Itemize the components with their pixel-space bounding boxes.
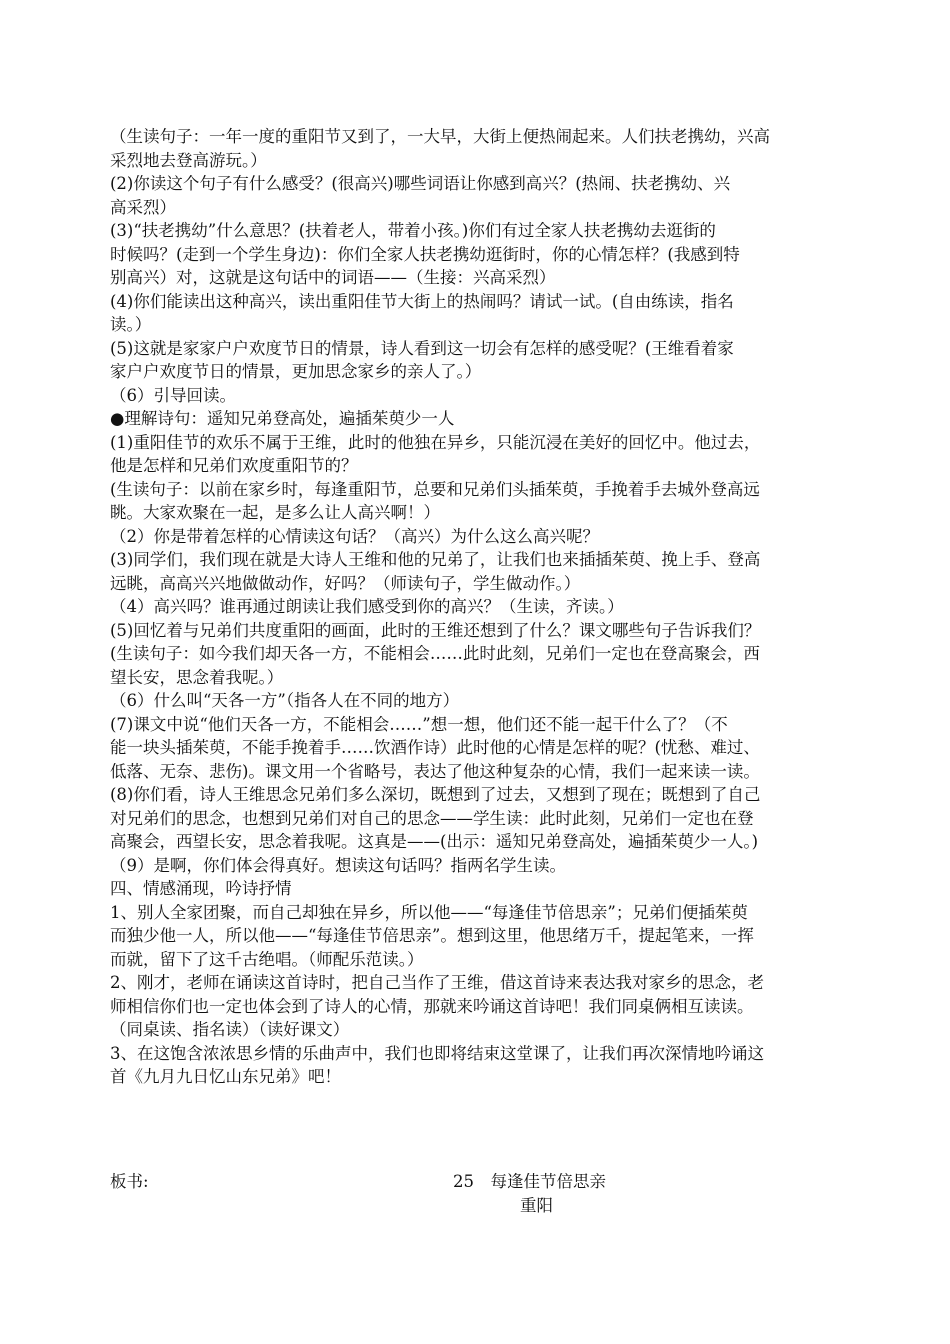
text-line: (5)回忆着与兄弟们共度重阳的画面，此时的王维还想到了什么？课文哪些句子告诉我们？ [110,620,761,640]
text-line: 家户户欢度节日的情景，更加思念家乡的亲人了。） [110,362,482,381]
text-line: （6）什么叫“天各一方”（指各人在不同的地方） [110,691,460,710]
text-line: （同桌读、指名读）（读好课文） [110,1020,350,1039]
text-line: 高采烈） [110,197,176,217]
text-line: (8)你们看，诗人王维思念兄弟们多么深切，既想到了过去，又想到了现在；既想到了自己 [110,785,761,804]
board-title: 25 每逢佳节倍思亲 [453,1172,606,1191]
text-line: (4)你们能读出这种高兴，读出重阳佳节大街上的热闹吗？请试一试。(自由练读，指名 [110,291,734,311]
text-line: (2)你读这个句子有什么感受？(很高兴)哪些词语让你感到高兴？(热闹、扶老携幼、兴 [110,174,731,193]
lesson-text [110,125,845,1089]
text-line: (1)重阳佳节的欢乐不属于王维，此时的他独在异乡，只能沉浸在美好的回忆中。他过去， [110,432,761,452]
text-line: 眺。大家欢聚在一起，是多么让人高兴啊！） [110,503,440,522]
text-line: 高聚会，西望长安，思念着我呢。这真是——(出示：遥知兄弟登高处，遍插茱萸少一人。) [110,832,759,851]
blackboard-section [110,1170,845,1230]
text-line: (5)这就是家家户户欢度节日的情景，诗人看到这一切会有怎样的感受呢？(王维看着家 [110,338,734,358]
text-line: (生读句子：如今我们却天各一方，不能相会……此时此刻，兄弟们一定也在登高聚会，西 [110,644,760,663]
text-line: 采烈地去登高游玩。） [110,150,267,170]
text-line: (3)“扶老携幼”什么意思？(扶着老人，带着小孩。)你们有过全家人扶老携幼去逛街的 [110,221,716,240]
text-line: 四、情感涌现，吟诗抒情 [110,879,292,898]
text-line: 别高兴）对，这就是这句话中的词语——（生接：兴高采烈） [110,268,556,287]
text-line: ●理解诗句：遥知兄弟登高处，遍插茱萸少一人 [110,409,455,428]
text-line: 望长安，思念着我呢。） [110,667,284,687]
text-line: (3)同学们，我们现在就是大诗人王维和他的兄弟了，让我们也来插插茱萸、挽上手、登高 [110,550,761,569]
text-line: （2）你是带着怎样的心情读这句话？（高兴）为什么这么高兴呢？ [110,526,599,546]
text-line: 而独少他一人，所以他——“每逢佳节倍思亲”。想到这里，他思绪万千，提起笔来，一挥 [110,926,754,945]
text-line: 对兄弟们的思念，也想到兄弟们对自己的思念——学生读：此时此刻，兄弟们一定也在登 [110,808,754,828]
text-line: （4）高兴吗？谁再通过朗读让我们感受到你的高兴？（生读，齐读。） [110,597,624,616]
text-line: （6）引导回读。 [110,385,236,405]
text-line: 3、在这饱含浓浓思乡情的乐曲声中，我们也即将结束这堂课了，让我们再次深情地吟诵这 [110,1043,764,1063]
board-label: 板书: [110,1172,149,1191]
text-line: 而就，留下了这千古绝唱。（师配乐范读。） [110,949,424,969]
text-line: （9）是啊，你们体会得真好。想读这句话吗？指两名学生读。 [110,855,566,875]
text-line: （生读句子：一年一度的重阳节又到了，一大早，大街上便热闹起来。人们扶老携幼，兴高 [110,127,770,146]
text-line: 1、别人全家团聚，而自己却独在异乡，所以他——“每逢佳节倍思亲”；兄弟们便插茱萸 [110,902,748,922]
text-line: 能一块头插茱萸，不能手挽着手……饮酒作诗）此时他的心情是怎样的呢？(忧愁、难过、 [110,738,760,757]
text-line: 2、刚才，老师在诵读这首诗时，把自己当作了王维，借这首诗来表达我对家乡的思念，老 [110,973,764,992]
text-line: 他是怎样和兄弟们欢度重阳节的？ [110,456,358,475]
text-line: 读。） [110,315,152,334]
text-line: (生读句子：以前在家乡时，每逢重阳节，总要和兄弟们头插茱萸，手挽着手去城外登高远 [110,479,760,499]
text-line: 师相信你们也一定也体会到了诗人的心情，那就来吟诵这首诗吧！我们同桌俩相互读读。 [110,996,754,1016]
text-line: (7)课文中说“他们天各一方，不能相会……”想一想，他们还不能一起干什么了？（不 [110,714,728,734]
text-line: 远眺，高高兴兴地做做动作，好吗？（师读句子，学生做动作。） [110,573,581,593]
text-line: 首《九月九日忆山东兄弟》吧！ [110,1067,341,1086]
text-line: 低落、无奈、悲伤)。课文用一个省略号，表达了他这种复杂的心情，我们一起来读一读。 [110,761,760,781]
text-line: 时候吗？(走到一个学生身边)：你们全家人扶老携幼逛街时，你的心情怎样？(我感到特 [110,244,740,264]
board-subtitle: 重阳 [520,1196,553,1215]
